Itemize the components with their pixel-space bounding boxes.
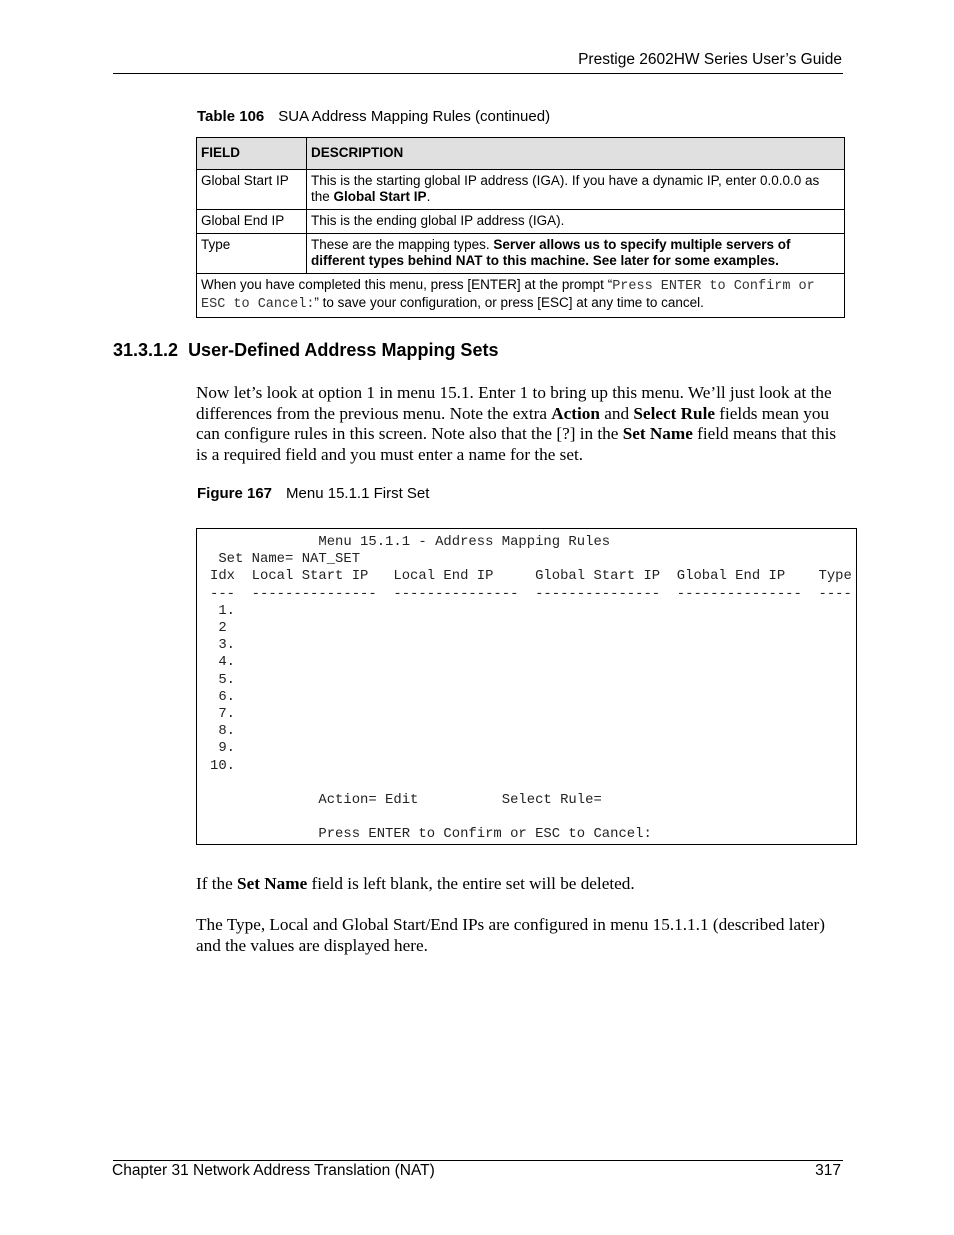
page-number: 317 <box>815 1162 841 1179</box>
description-bold: Global Start IP <box>333 189 427 204</box>
description-text: These are the mapping types. <box>311 237 494 252</box>
paragraph-text: field is left blank, the entire set will be deleted. <box>307 874 635 893</box>
description-cell <box>307 170 845 210</box>
description-text: . <box>426 189 431 204</box>
paragraph-text: Now let’s look at option 1 in menu 15.1. Enter 1 to bring up this menu. We’ll just look at the differences from the previous menu. Note the extra <box>196 383 832 423</box>
table-row <box>197 170 845 210</box>
section-heading <box>113 340 498 361</box>
table-footer-cell <box>197 274 845 318</box>
paragraph-text: and <box>599 403 634 423</box>
paragraph-bold: Action <box>551 403 600 423</box>
paragraph-text: fields mean you can configure rules in this screen. Note also that the [?] in the <box>196 403 830 443</box>
table-header-row <box>197 138 845 170</box>
table-caption-text: SUA Address Mapping Rules (continued) <box>278 108 551 125</box>
paragraph-text: field means that this is a required field and you must enter a name for the set. <box>196 424 837 464</box>
paragraph-bold: Set Name <box>237 874 308 893</box>
description-cell <box>307 210 845 234</box>
footer-text: When you have completed this menu, press [ENTER] at the prompt “ <box>201 277 613 292</box>
field-column-header: FIELD <box>197 138 307 170</box>
terminal-screen <box>196 528 857 845</box>
description-text: This is the ending global IP address (IGA). <box>311 213 565 228</box>
section-title: User-Defined Address Mapping Sets <box>188 340 499 360</box>
intro-paragraph <box>196 383 846 465</box>
field-cell: Global End IP <box>197 210 307 234</box>
section-number: 31.3.1.2 <box>113 340 179 360</box>
table-row <box>197 210 845 234</box>
running-header-title: Prestige 2602HW Series User’s Guide <box>578 51 842 68</box>
terminal-text: Menu 15.1.1 - Address Mapping Rules Set Name= NAT_SET Idx Local Start IP Local End IP Global Start IP Global End IP Type --- --------------- --------------- --------------- --------------- ---- 1. 2 3. 4. 5. 6. 7. 8. 9. 10. Action= Edit Select Rule= Press ENTER to Confirm or ESC to Cancel: <box>210 534 852 843</box>
description-column-header: DESCRIPTION <box>307 138 845 170</box>
figure-caption-label: Figure 167 <box>197 485 273 502</box>
footer-chapter: Chapter 31 Network Address Translation (NAT) <box>112 1162 435 1179</box>
description-text: This is the starting global IP address (IGA). If you have a dynamic IP, enter 0.0.0.0 as the <box>311 173 820 204</box>
footer-text: ” to save your configuration, or press [ESC] at any time to cancel. <box>314 295 704 310</box>
table-footer-row <box>197 274 845 318</box>
description-cell <box>307 234 845 274</box>
figure-caption-text: Menu 15.1.1 First Set <box>286 485 430 502</box>
paragraph-text: If the <box>196 874 238 893</box>
field-cell: Type <box>197 234 307 274</box>
header-rule <box>113 73 843 74</box>
footer-prompt-mono: Press ENTER to Confirm or ESC to Cancel: <box>201 279 815 312</box>
paragraph-bold: Select Rule <box>633 403 715 423</box>
figure-caption <box>197 485 429 502</box>
paragraph-bold: Set Name <box>622 424 693 443</box>
footer-rule <box>113 1160 843 1161</box>
field-cell: Global Start IP <box>197 170 307 210</box>
sua-mapping-rules-table <box>196 137 845 318</box>
table-row <box>197 234 845 274</box>
config-paragraph: The Type, Local and Global Start/End IPs are configured in menu 15.1.1.1 (described later) and the values are displayed here. <box>196 915 825 955</box>
set-name-paragraph <box>196 874 846 895</box>
table-caption-label: Table 106 <box>197 108 265 125</box>
description-bold: Server allows us to specify multiple servers of different types behind NAT to this machine. See later for some examples. <box>311 237 791 268</box>
table-caption <box>197 108 550 125</box>
